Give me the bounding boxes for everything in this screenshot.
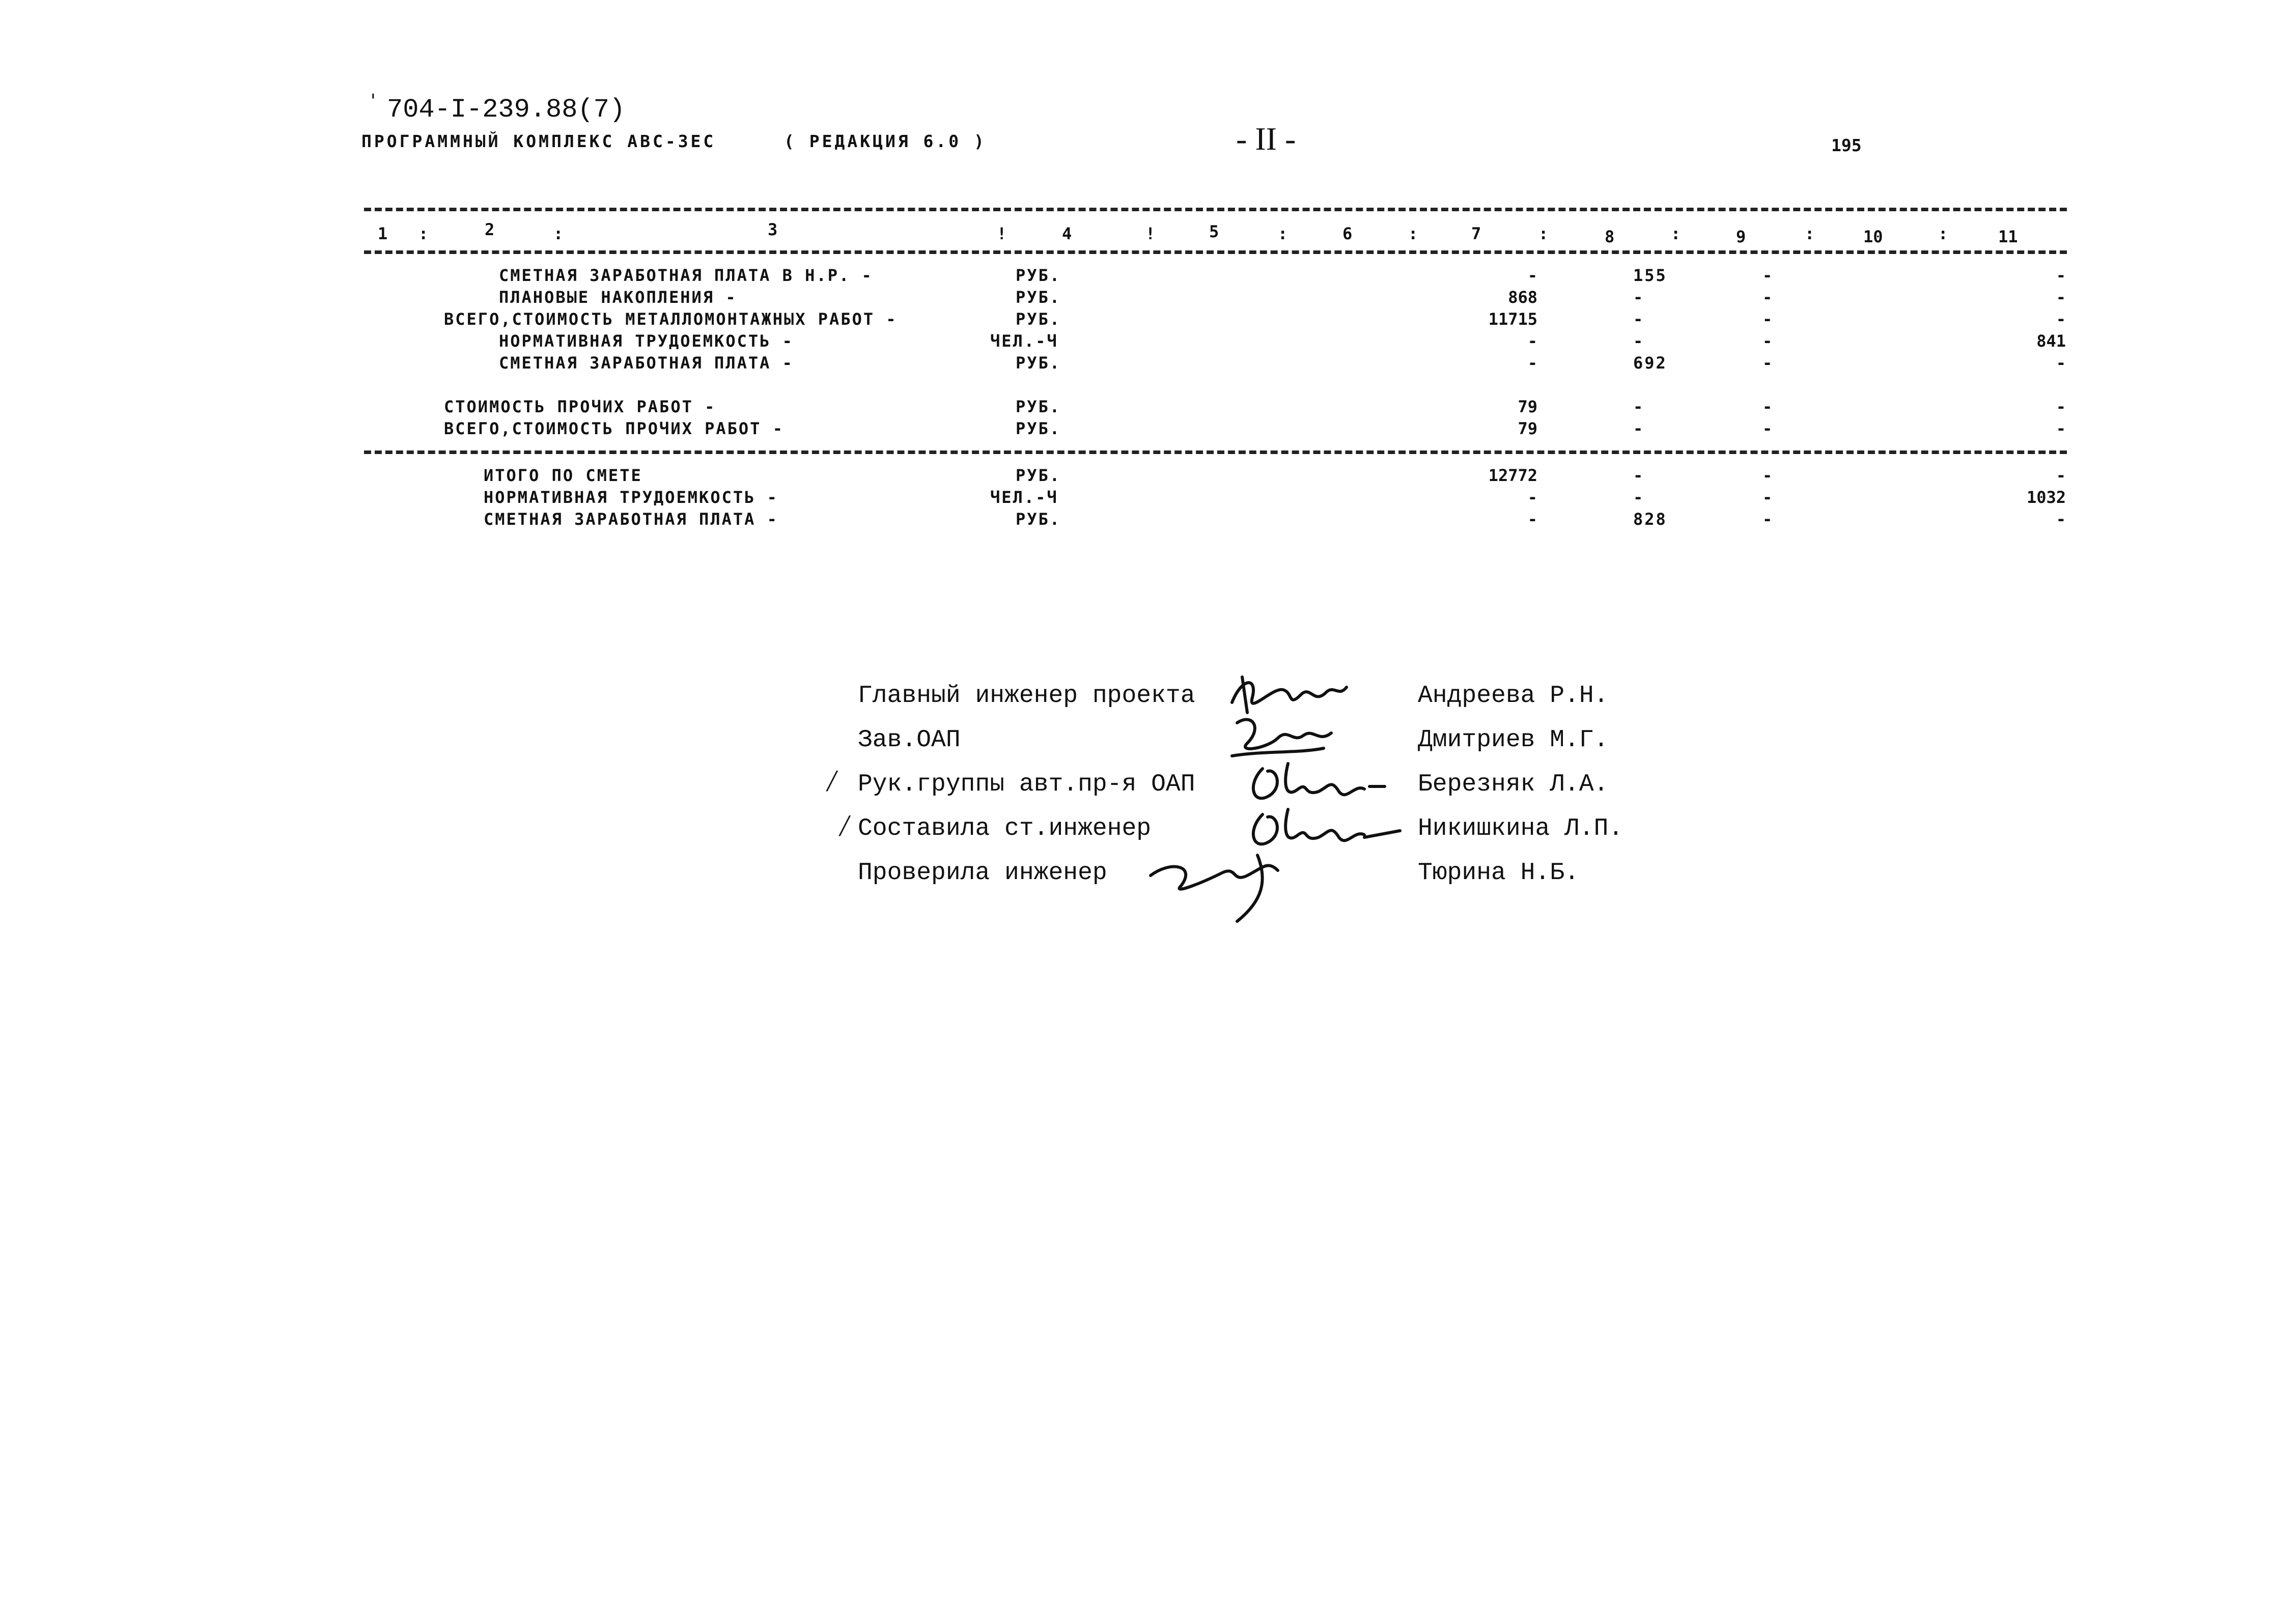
- cell-col9: -: [1762, 309, 1774, 329]
- signer-name: Березняк Л.А.: [1418, 771, 1609, 798]
- cell-col11: -: [2056, 466, 2066, 485]
- row-label: СМЕТНАЯ ЗАРАБОТНАЯ ПЛАТА В Н.Р. -: [499, 266, 873, 285]
- column-header: 2: [485, 220, 495, 239]
- column-separator: :: [1278, 224, 1288, 243]
- row-unit: РУБ.: [1016, 353, 1061, 373]
- row-label: НОРМАТИВНАЯ ТРУДОЕМКОСТЬ -: [484, 488, 778, 507]
- cell-col9: -: [1762, 466, 1774, 485]
- signer-name: Никишкина Л.П.: [1418, 815, 1623, 842]
- cell-col7: 79: [1518, 397, 1537, 416]
- cell-col8: 828: [1633, 510, 1667, 529]
- cell-col7: -: [1527, 353, 1537, 373]
- sheet-number: 195: [1831, 135, 1862, 155]
- cell-col8: -: [1633, 331, 1645, 351]
- column-separator: :: [553, 224, 564, 243]
- cell-col8: 692: [1633, 353, 1667, 373]
- handwritten-signature: [1140, 845, 1303, 926]
- row-unit: ЧЕЛ.-Ч: [990, 331, 1058, 351]
- row-label: ВСЕГО,СТОИМОСТЬ ПРОЧИХ РАБОТ -: [444, 419, 784, 438]
- cell-col9: -: [1762, 419, 1774, 438]
- column-separator: :: [1671, 224, 1681, 243]
- column-header: 9: [1736, 227, 1746, 246]
- tick-mark: ': [368, 91, 379, 111]
- cell-col11: -: [2056, 353, 2066, 373]
- cell-col8: -: [1633, 419, 1645, 438]
- signer-name: Дмитриев М.Г.: [1418, 726, 1609, 754]
- cell-col7: 868: [1508, 288, 1537, 307]
- cell-col9: -: [1762, 266, 1774, 285]
- column-header: 5: [1209, 222, 1219, 241]
- cell-col9: -: [1762, 288, 1774, 307]
- column-separator: :: [1538, 224, 1549, 243]
- column-header: 11: [1998, 227, 2018, 246]
- row-label: СТОИМОСТЬ ПРОЧИХ РАБОТ -: [444, 397, 716, 416]
- cell-col7: -: [1527, 488, 1537, 507]
- cell-col9: -: [1762, 397, 1774, 416]
- column-separator: :: [1408, 224, 1418, 243]
- column-header: 10: [1863, 227, 1883, 246]
- cell-col7: 79: [1518, 419, 1537, 438]
- row-label: ВСЕГО,СТОИМОСТЬ МЕТАЛЛОМОНТАЖНЫХ РАБОТ -: [444, 309, 898, 329]
- cell-col11: 841: [2036, 331, 2066, 351]
- signer-role: Зав.ОАП: [858, 726, 961, 754]
- column-separator: :: [1805, 224, 1815, 243]
- cell-col11: -: [2056, 419, 2066, 438]
- column-header: 7: [1471, 224, 1481, 243]
- cell-col9: -: [1762, 331, 1774, 351]
- column-header: 8: [1605, 227, 1615, 246]
- check-mark: /: [827, 764, 836, 798]
- cell-col11: -: [2056, 309, 2066, 329]
- cell-col8: 155: [1633, 266, 1667, 285]
- page-number: - II -: [1236, 121, 1296, 157]
- cell-col7: -: [1527, 266, 1537, 285]
- row-unit: РУБ.: [1016, 466, 1061, 485]
- row-unit: РУБ.: [1016, 510, 1061, 529]
- cell-col7: -: [1527, 331, 1537, 351]
- signer-role: Проверила инженер: [858, 859, 1107, 887]
- cell-col11: -: [2056, 397, 2066, 416]
- cell-col11: -: [2056, 510, 2066, 529]
- row-unit: РУБ.: [1016, 397, 1061, 416]
- table-header-rule: [364, 250, 2067, 254]
- cell-col7: 12772: [1488, 466, 1537, 485]
- cell-col8: -: [1633, 466, 1645, 485]
- table-top-rule: [364, 208, 2067, 211]
- row-label: ПЛАНОВЫЕ НАКОПЛЕНИЯ -: [499, 288, 737, 307]
- row-label: СМЕТНАЯ ЗАРАБОТНАЯ ПЛАТА -: [484, 510, 778, 529]
- column-separator: !: [1145, 224, 1156, 243]
- check-mark: /: [840, 809, 849, 842]
- row-unit: РУБ.: [1016, 419, 1061, 438]
- program-name: ПРОГРАММНЫЙ КОМПЛЕКС АВС-3ЕС: [361, 131, 716, 151]
- cell-col8: -: [1633, 397, 1645, 416]
- program-edition: ( РЕДАКЦИЯ 6.0 ): [784, 131, 987, 151]
- column-separator: :: [418, 224, 429, 243]
- row-label: СМЕТНАЯ ЗАРАБОТНАЯ ПЛАТА -: [499, 353, 794, 373]
- cell-col8: -: [1633, 288, 1645, 307]
- row-unit: РУБ.: [1016, 288, 1061, 307]
- cell-col7: -: [1527, 510, 1537, 529]
- column-header: 3: [768, 220, 778, 239]
- cell-col8: -: [1633, 488, 1645, 507]
- column-separator: !: [997, 224, 1007, 243]
- row-unit: РУБ.: [1016, 266, 1061, 285]
- cell-col7: 11715: [1488, 309, 1537, 329]
- document-code: 704-I-239.88(7): [387, 95, 626, 125]
- signer-name: Тюрина Н.Б.: [1418, 859, 1579, 887]
- cell-col11: -: [2056, 288, 2066, 307]
- cell-col9: -: [1762, 488, 1774, 507]
- table-total-rule: [364, 450, 2067, 454]
- signer-role: Рук.группы авт.пр-я ОАП: [858, 771, 1195, 798]
- signer-name: Андреева Р.Н.: [1418, 682, 1609, 710]
- column-separator: :: [1938, 224, 1948, 243]
- row-unit: ЧЕЛ.-Ч: [990, 488, 1058, 507]
- column-header: 4: [1062, 224, 1072, 243]
- cell-col9: -: [1762, 510, 1774, 529]
- row-label: ИТОГО ПО СМЕТЕ: [484, 466, 642, 485]
- row-label: НОРМАТИВНАЯ ТРУДОЕМКОСТЬ -: [499, 331, 794, 351]
- cell-col11: 1032: [2026, 488, 2066, 507]
- signer-role: Главный инженер проекта: [858, 682, 1195, 710]
- column-header: 1: [378, 224, 388, 243]
- column-header: 6: [1342, 224, 1353, 243]
- cell-col8: -: [1633, 309, 1645, 329]
- row-unit: РУБ.: [1016, 309, 1061, 329]
- signer-role: Составила ст.инженер: [858, 815, 1152, 842]
- cell-col9: -: [1762, 353, 1774, 373]
- cell-col11: -: [2056, 266, 2066, 285]
